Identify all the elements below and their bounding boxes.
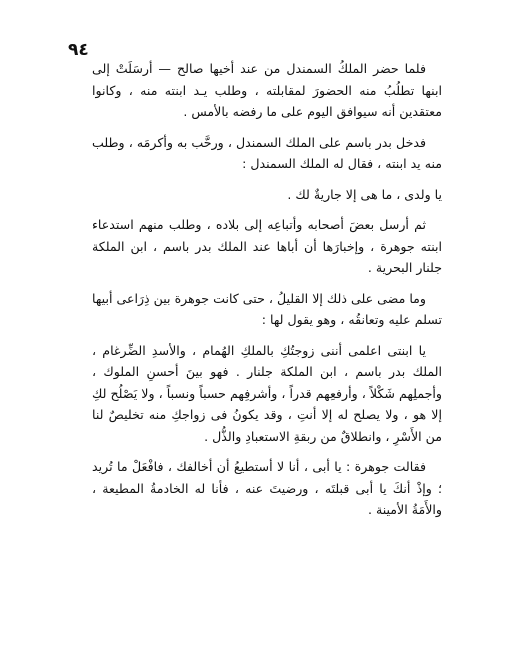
paragraph-4: ثم أرسل بعضَ أصحابه وأتباعِه إلى بلاده ، وطلب منهم استدعاء ابنته جوهرة ، وإخبارَها أن أباها عند الملك بدر باسم ، ابن الملكة جلنار البحرية . bbox=[92, 217, 442, 275]
body-text bbox=[92, 58, 442, 530]
paragraph-5: وما مضى على ذلك إلا القليلُ ، حتى كانت جوهرة بين ذِرَاعى أبيها تسلم عليه وتعانقُه ، وهو يقول لها : bbox=[92, 290, 442, 327]
paragraph-3: يا ولدى ، ما هى إلا جاريةٌ لك . bbox=[287, 186, 442, 202]
paragraph-1: فلما حضر الملكُ السمندل من عند أخيها صالح — أرسَلَتْ إلى ابنها تطلُبُ منه الحضورَ لمقابلته ، وطلب يـد ابنته منه ، وكانوا معتقدين أنه سيوافق اليوم على ما رفضه بالأمس . bbox=[92, 61, 442, 119]
page-number: ٩٤ bbox=[68, 40, 89, 60]
paragraph-7: فقالت جوهرة : يا أبى ، أنا لا أستطيعُ أن أخالفك ، فافْعَلْ ما تُريد ؛ وإذْ أنكَ يا أبى قبلتَه ، ورضيتَ عنه ، فأنا له الخادمةُ المطيعة ، والأَمَةُ الأمينة . bbox=[92, 459, 442, 517]
paragraph-2: فدخل بدر باسم على الملك السمندل ، ورحَّب به وأكرمَه ، وطلب منه يد ابنته ، فقال له الملك السمندل : bbox=[92, 134, 442, 171]
paragraph-6: يا ابنتى اعلمى أننى زوجتُكِ بالملكِ الهُمام ، والأسدِ الضِّرغام ، الملك بدر باسم ، ابن الملكة جلنار . فهو بينَ أحسنِ الملوك ، وأجملِهم شَكْلاً ، وأرفعِهم قدراً ، وأشرفِهم حسباً ونسباً ، ولا يَصْلُح لكِ إلا هو ، ولا يصلح له إلا أنتِ ، وقد يكونُ فى زواجكِ منه تخليصٌ لنا من الأَسْرِ ، وانطلاقٌ من ربقةِ الاستعبادِ والذُّل . bbox=[92, 342, 442, 444]
